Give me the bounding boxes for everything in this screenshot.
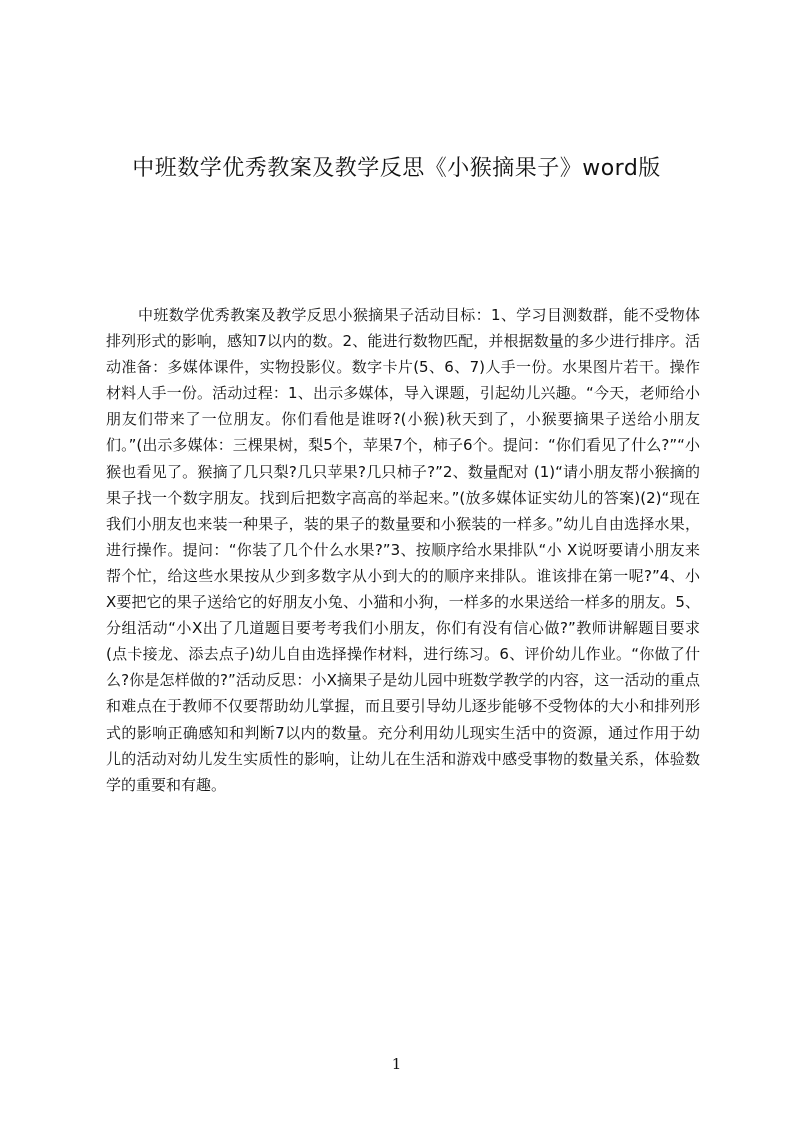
page-number: 1	[391, 1055, 402, 1073]
page-title: 中班数学优秀教案及教学反思《小猴摘果子》word版	[132, 155, 661, 181]
body-paragraph: 中班数学优秀教案及教学反思小猴摘果子活动目标：1、学习目测数群，能不受物体排列形式的影响，感知7以内的数。2、能进行数物匹配，并根据数量的多少进行排序。活动准备：多媒体课件，实物投影仪。数字卡片(5、6、7)人手一份。水果图片若干。操作材料人手一份。活动过程：1、出示多媒体，导入课题，引起幼儿兴趣。“今天，老师给小朋友们带来了一位朋友。你们看他是谁呀?(小猴)秋天到了，小猴要摘果子送给小朋友们。”(出示多媒体：三棵果树，梨5个，苹果7个，柿子6个。提问：“你们看见了什么?”“小猴也看见了。猴摘了几只梨?几只苹果?几只柿子?”2、数量配对 (1)“请小朋友帮小猴摘的果子找一个数字朋友。找到后把数字高高的举起来。”(放多媒体证实幼儿的答案)(2)“现在我们小朋友也来装一种果子，装的果子的数量要和小猴装的一样多。”幼儿自由选择水果，进行操作。提问：“你装了几个什么水果?”3、按顺序给水果排队“小 X说呀要请小朋友来帮个忙，给这些水果按从少到多数字从小到大的的顺序来排队。谁该排在第一呢?”4、小 X要把它的果子送给它的好朋友小兔、小猫和小狗，一样多的水果送给一样多的朋友。5、分组活动“小X出了几道题目要考考我们小朋友，你们有没有信心做?”教师讲解题目要求(点卡接龙、添去点子)幼儿自由选择操作材料，进行练习。6、评价幼儿作业。“你做了什么?你是怎样做的?”活动反思：小X摘果子是幼儿园中班数学教学的内容，这一活动的重点和难点在于教师不仅要帮助幼儿掌握，而且要引导幼儿逐步能够不受物体的大小和排列形式的影响正确感知和判断7以内的数量。充分利用幼儿现实生活中的资源，通过作用于幼儿的活动对幼儿发生实质性的影响，让幼儿在生活和游戏中感受事物的数量关系，体验数学的重要和有趣。	[106, 306, 700, 794]
